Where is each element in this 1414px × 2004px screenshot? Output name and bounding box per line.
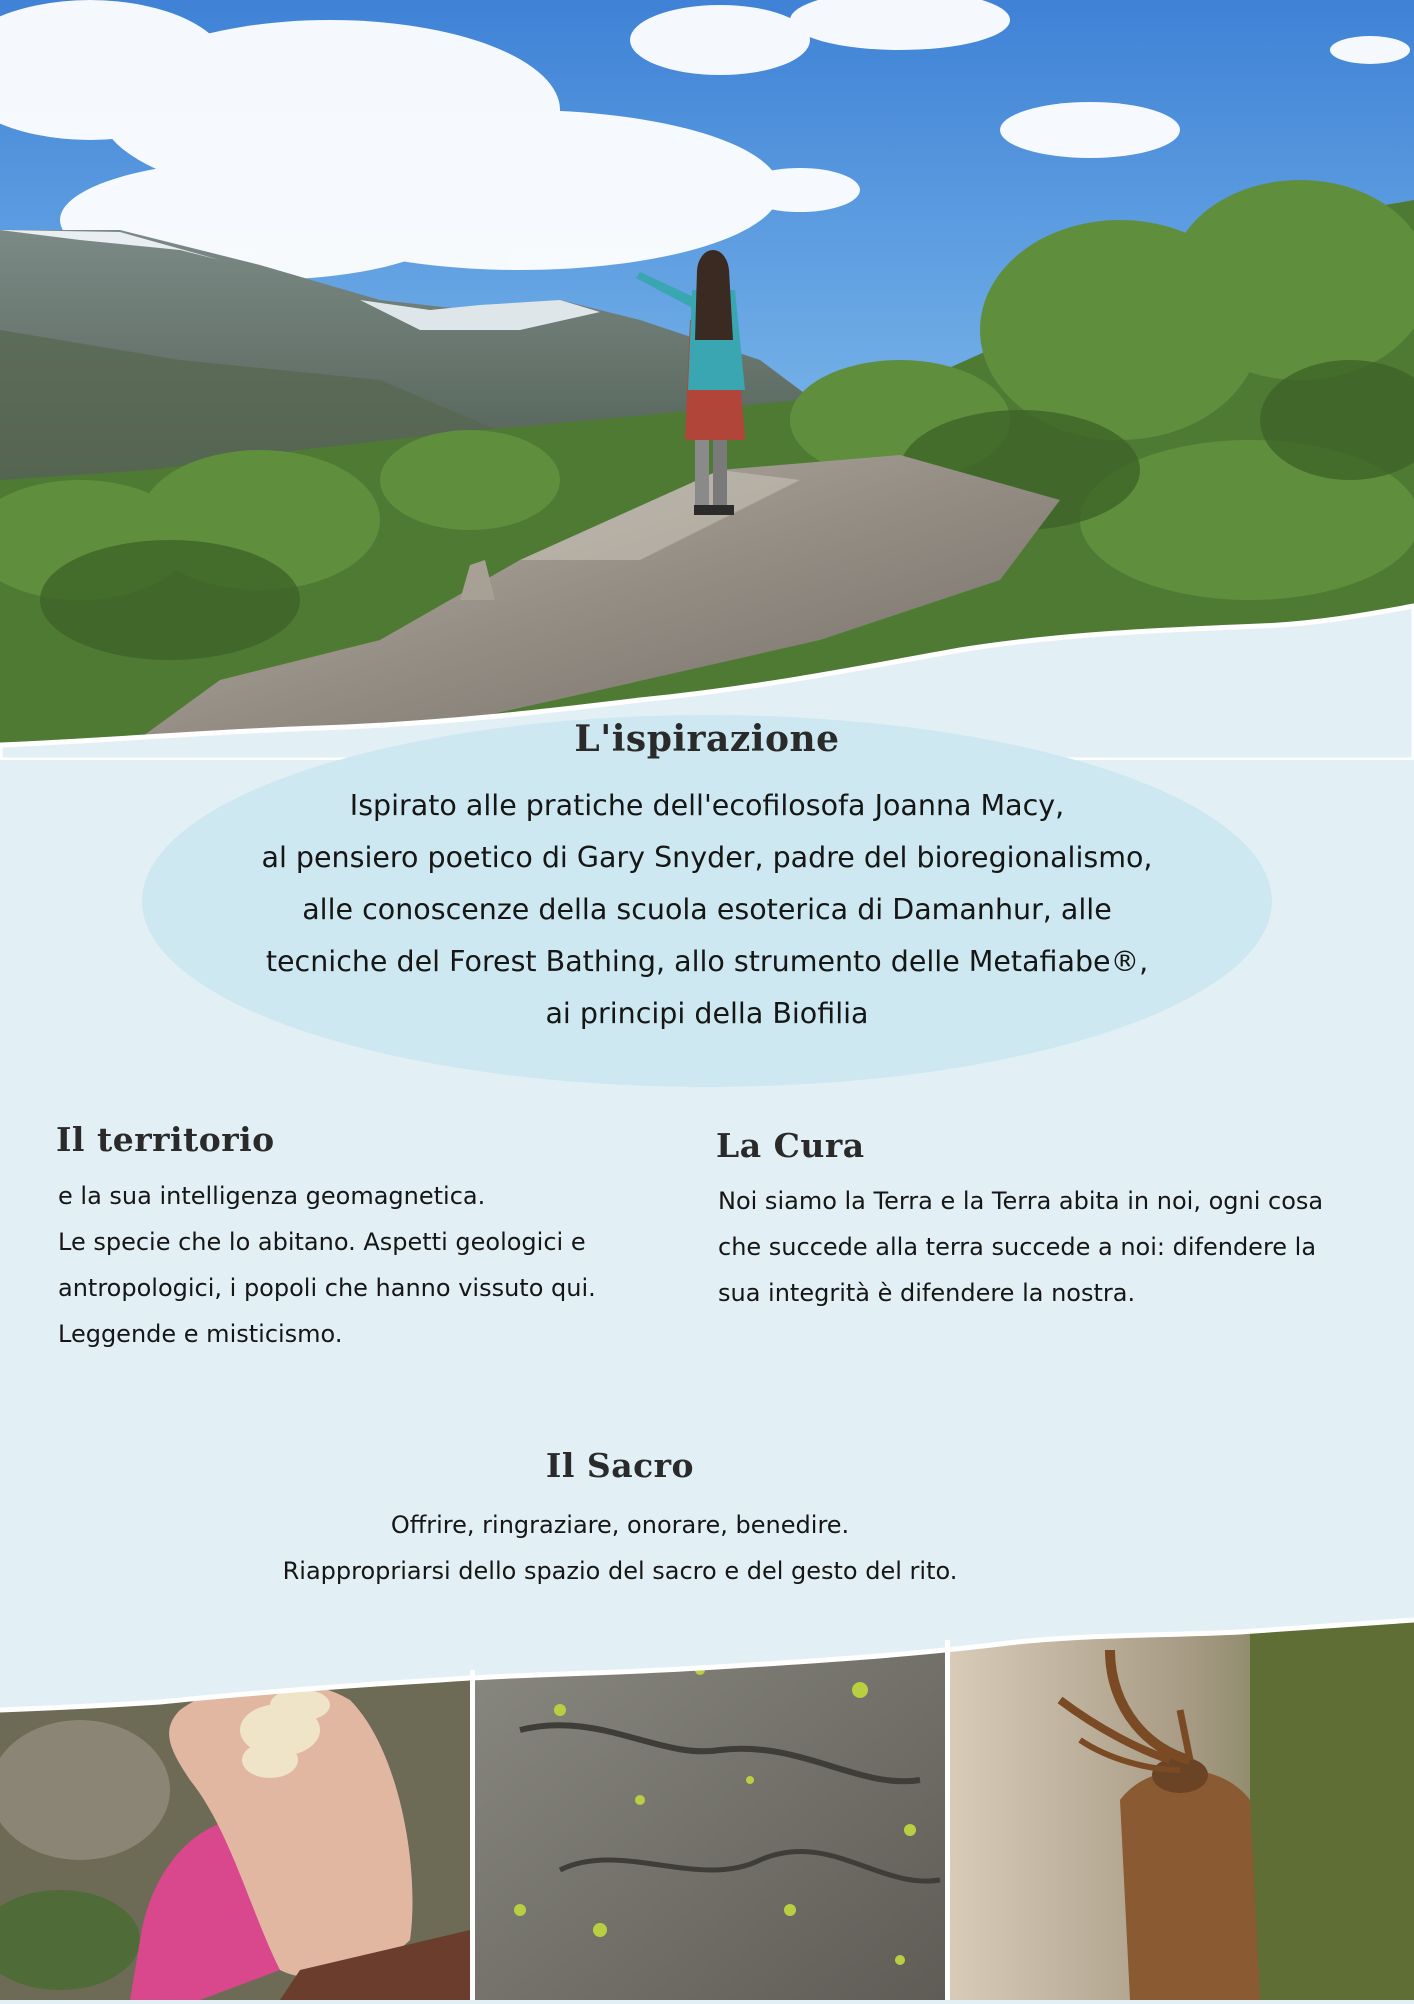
sacro-line: Riappropriarsi dello spazio del sacro e del gesto del rito.: [282, 1557, 958, 1585]
cura-line: Noi siamo la Terra e la Terra abita in noi, ogni cosa: [718, 1187, 1324, 1215]
inspiration-line: ai principi della Biofilia: [545, 997, 869, 1030]
inspiration-title: L'ispirazione: [574, 718, 840, 760]
inspiration-line: Ispirato alle pratiche dell'ecofilosofa Joanna Macy,: [349, 789, 1065, 822]
gallery-images: [0, 1610, 1414, 2000]
inspiration-line: tecniche del Forest Bathing, allo strumento delle Metafiabe®,: [265, 945, 1149, 978]
territorio-text: [58, 1173, 698, 1357]
territorio-line: Le specie che lo abitano. Aspetti geologici e: [58, 1228, 586, 1256]
territorio-line: Leggende e misticismo.: [58, 1320, 343, 1348]
cura-text: [718, 1178, 1398, 1316]
hero-photo: [0, 0, 1414, 760]
cura-line: che succede alla terra succede a noi: difendere la: [718, 1233, 1317, 1261]
mountain-landscape-image: [0, 0, 1414, 760]
inspiration-line: al pensiero poetico di Gary Snyder, padre del bioregionalismo,: [261, 841, 1153, 874]
sacro-text: [0, 1502, 1240, 1594]
sacro-line: Offrire, ringraziare, onorare, benedire.: [390, 1511, 850, 1539]
inspiration-line: alle conoscenze della scuola esoterica di Damanhur, alle: [302, 893, 1112, 926]
cura-title: La Cura: [716, 1126, 865, 1165]
photo-gallery: [0, 1610, 1414, 2000]
inspiration-text: [200, 780, 1214, 1040]
territorio-title: Il territorio: [56, 1120, 275, 1159]
sacro-title: Il Sacro: [545, 1446, 695, 1485]
deer-image: [950, 1610, 1414, 2000]
territorio-line: e la sua intelligenza geomagnetica.: [58, 1182, 486, 1210]
cura-line: sua integrità è difendere la nostra.: [718, 1279, 1136, 1307]
territorio-line: antropologici, i popoli che hanno vissuto qui.: [58, 1274, 596, 1302]
